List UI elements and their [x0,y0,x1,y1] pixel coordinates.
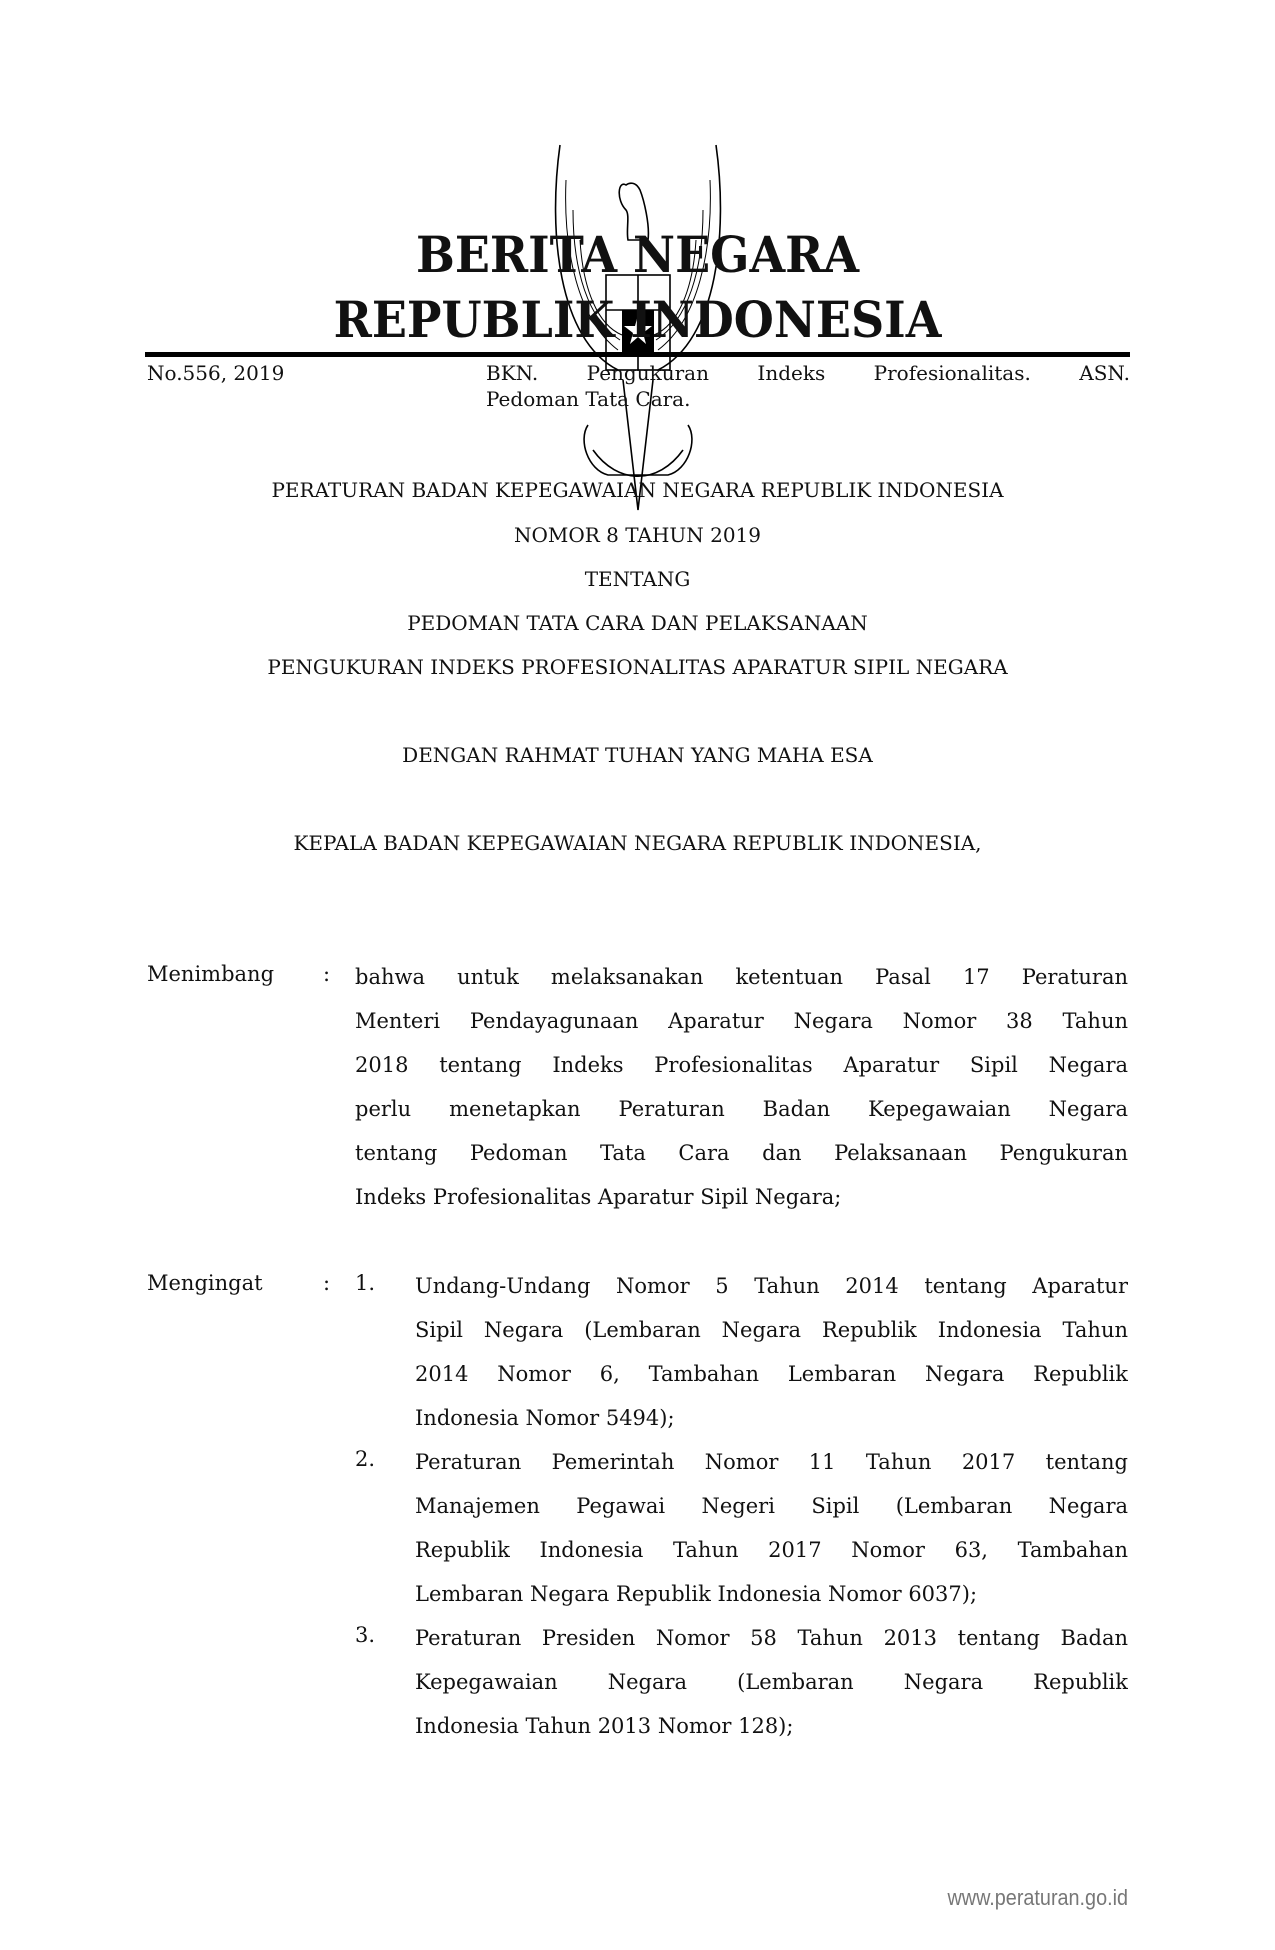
text-line: Manajemen Pegawai Negeri Sipil (Lembaran Negara [415,1494,1128,1518]
mengingat-colon: : [323,1271,331,1295]
text-line: Peraturan Presiden Nomor 58 Tahun 2013 tentang Badan [415,1626,1128,1650]
text-line: Indeks Profesionalitas Aparatur Sipil Negara; [355,1185,842,1209]
text-line: perlu menetapkan Peraturan Badan Kepegawaian Negara [355,1097,1128,1121]
masthead-title-line2: REPUBLIK INDONESIA [333,290,942,349]
menimbang-colon: : [323,962,331,986]
text-line: Lembaran Negara Republik Indonesia Nomor 6037); [415,1582,978,1606]
regulation-subject-line1: PEDOMAN TATA CARA DAN PELAKSANAAN [407,611,868,635]
text-line: Indonesia Tahun 2013 Nomor 128); [415,1714,794,1738]
text-line: 2018 tentang Indeks Profesionalitas Aparatur Sipil Negara [355,1053,1128,1077]
item-number: 1. [355,1271,376,1295]
mengingat-item-1 [415,1271,1128,1447]
mengingat-label: Mengingat [147,1271,263,1295]
text-line: Indonesia Nomor 5494); [415,1406,675,1430]
gazette-number: No.556, 2019 [147,361,285,385]
text-line: tentang Pedoman Tata Cara dan Pelaksanaan Pengukuran [355,1141,1128,1165]
invocation: DENGAN RAHMAT TUHAN YANG MAHA ESA [402,743,873,767]
regulation-tentang: TENTANG [584,567,691,591]
text-line: bahwa untuk melaksanakan ketentuan Pasal 17 Peraturan [355,965,1128,989]
text-line: Menteri Pendayagunaan Aparatur Negara Nomor 38 Tahun [355,1009,1128,1033]
text-line: Republik Indonesia Tahun 2017 Nomor 63, Tambahan [415,1538,1128,1562]
menimbang-text [355,962,1128,1226]
regulation-title: PERATURAN BADAN KEPEGAWAIAN NEGARA REPUBLIK INDONESIA [271,478,1004,502]
gazette-subject-line2: Pedoman Tata Cara. [486,387,691,411]
authority: KEPALA BADAN KEPEGAWAIAN NEGARA REPUBLIK INDONESIA, [293,831,982,855]
item-number: 3. [355,1623,376,1647]
regulation-subject-line2: PENGUKURAN INDEKS PROFESIONALITAS APARATUR SIPIL NEGARA [267,655,1008,679]
mengingat-item-3 [415,1623,1128,1755]
text-line: 2014 Nomor 6, Tambahan Lembaran Negara Republik [415,1362,1128,1386]
footer-website-link[interactable]: www.peraturan.go.id [947,1885,1128,1910]
masthead-title-line1: BERITA NEGARA [415,225,860,284]
masthead-divider [145,352,1130,357]
text-line: Peraturan Pemerintah Nomor 11 Tahun 2017 tentang [415,1450,1128,1474]
mengingat-item-2 [415,1447,1128,1623]
item-number: 2. [355,1447,376,1471]
gazette-subject-line1: BKN. Pengukuran Indeks Profesionalitas. ASN. [486,361,1130,385]
menimbang-label: Menimbang [147,962,275,986]
text-line: Kepegawaian Negara (Lembaran Negara Republik [415,1670,1128,1694]
text-line: Undang-Undang Nomor 5 Tahun 2014 tentang Aparatur [415,1274,1128,1298]
regulation-number: NOMOR 8 TAHUN 2019 [513,523,761,547]
text-line: Sipil Negara (Lembaran Negara Republik Indonesia Tahun [415,1318,1128,1342]
